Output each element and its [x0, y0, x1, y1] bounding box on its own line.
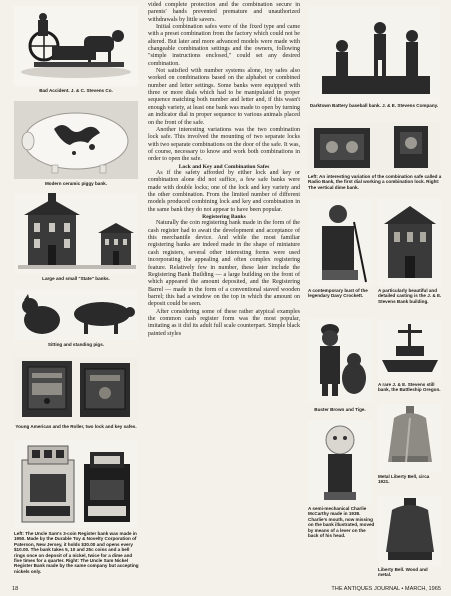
article-paragraph: Naturally the coin registering bank made in the form of the cash register had to await the development and acceptance of this merchantile device. And while the most familiar registering banks are indeed made in the shape of miniature cash registers, several other interesting forms were used incorporating the appealing and often complex registering feature. Relatively few in number, these later include the Registering Bank Building — a large building on the front of which appeared the amount deposited, and the Registering Barrel — made in the form of a conventional staved wooden barrel; this had a window on the top in which the amount on deposit could be seen.	[148, 220, 300, 308]
caption-liberty-bell-wood: Liberty Bell. Wood and metal.	[378, 567, 428, 578]
buster-brown-photo	[308, 318, 372, 402]
article-paragraph: Initial combination safes were of the fixed type and came with a preset combination from the factory which could not be altered. But later and more advanced models were made with changeable combination settings and the owners, following "simple instructions enclosed," could set any desired combination.	[148, 24, 300, 67]
caption-battleship-oregon: A rare J. & E. Stevens still bank, the Battleship Oregon.	[378, 382, 441, 393]
caption-state-banks: Large and small "State" banks.	[42, 276, 110, 281]
caption-piggy-bank: Modern ceramic piggy bank.	[44, 181, 108, 186]
stevens-bank-building-photo	[378, 198, 442, 286]
caption-charlie-mccarthy: A semi-mechanical Charlie McCarthy made in 1938. Charlie's mouth, now missing on the bank illustrated, moved by means of a lever on the back of his head.	[308, 506, 375, 539]
article-paragraph: As if the safety afforded by either lock and key or combination alone did not suffice, a few safe banks were made with double locks; one of the lock and key variety and the other combination. From the limited number of different models produced combining lock and key and combination in the same bank they do not appear to have been popular.	[148, 169, 300, 213]
davy-crockett-photo	[308, 198, 372, 286]
caption-davy-crockett: A contemporary bust of the legendary Davy Crockett.	[308, 288, 368, 299]
page-footer	[12, 584, 441, 593]
metal-liberty-bell-photo	[378, 404, 442, 472]
bad-accident-photo	[14, 6, 138, 86]
caption-darktown: Darktown Battery baseball bank. J. & E. Stevens Company.	[309, 103, 439, 108]
article-paragraph: Another interesting variations was the two combination lock safe. This involved the mounting of two separate locks with two separate combinations on the door of the safe. It was, of course, necessary to know and work both combinations in order to open the safe.	[148, 126, 300, 163]
caption-bad-accident: Bad Accident. J. & C. Stevens Co.	[39, 88, 113, 93]
ceramic-piggy-bank-photo	[14, 101, 138, 179]
caption-bank-building: A particularly beautiful and detailed casting is the J. & E. Stevens Bank building.	[378, 288, 442, 304]
publication-footer: THE ANTIQUES JOURNAL • MARCH, 1965	[331, 585, 441, 592]
section-heading-registering-banks: Registering Banks	[202, 214, 246, 221]
page-number: 18	[12, 585, 19, 592]
caption-radio-bank: Left: An interesting variation of the combination safe called a Radio Bank, the first dial working a combination lock. Right: The vertical dime bank.	[308, 174, 442, 190]
charlie-mccarthy-photo	[308, 420, 372, 504]
wood-liberty-bell-photo	[378, 496, 442, 566]
article-paragraph: After considering some of these rather atypical examples the common cash register form was the most popular, imitating as it did its adult full scale counterpart. Simple black painted styles	[148, 308, 300, 337]
section-heading-lock-and-key: Lock and Key and Combination Safes	[178, 163, 270, 170]
register-banks-photo	[14, 440, 138, 528]
radio-bank-photo	[308, 122, 440, 172]
young-america-safes-photo	[14, 357, 138, 421]
darktown-battery-photo	[308, 6, 440, 102]
article-body	[148, 2, 300, 338]
caption-liberty-bell-1921: Metal Liberty Bell, circa 1921.	[378, 474, 430, 485]
caption-pigs: Sitting and standing pigs.	[47, 342, 105, 347]
caption-buster-brown: Buster Brown and Tige.	[314, 407, 366, 412]
article-paragraph: vided complete protection and the combination secure in parents' hands prevented premature and unauthorized withdrawals by little savers.	[148, 2, 300, 23]
caption-young-america: Young American and the Roller, two lock and key safes.	[15, 424, 137, 429]
state-banks-photo	[14, 193, 138, 273]
pigs-photo	[14, 290, 138, 340]
article-paragraph: Not satisfied with number systems alone, toy safes also worked on combinations based on the alphabet or combined number and letter settings. Some banks were equipped with three or more dials which had to be manipulated in proper sequence matching both number and letter and, if this wasn't enough variety, at least one bank was made to open by turning an indicator dial in proper sequence to various animals placed on the front of the safe.	[148, 68, 300, 126]
battleship-oregon-photo	[378, 320, 442, 380]
caption-register-banks: Left: The Uncle Sam's 3-coin Register bank was made in 1950. Made by the Durable Toy & Novelty Corporation of Paterson, New Jersey, it holds $30.00 and opens every $10.00. The bank takes 5, 10 and 25c coins and a bell rings once on deposit of a nickel, twice for a dime and five times for a quarter. Right: The Uncle Sam Nickel Register Bank made by the same company but accepting nickels only.	[14, 531, 139, 574]
